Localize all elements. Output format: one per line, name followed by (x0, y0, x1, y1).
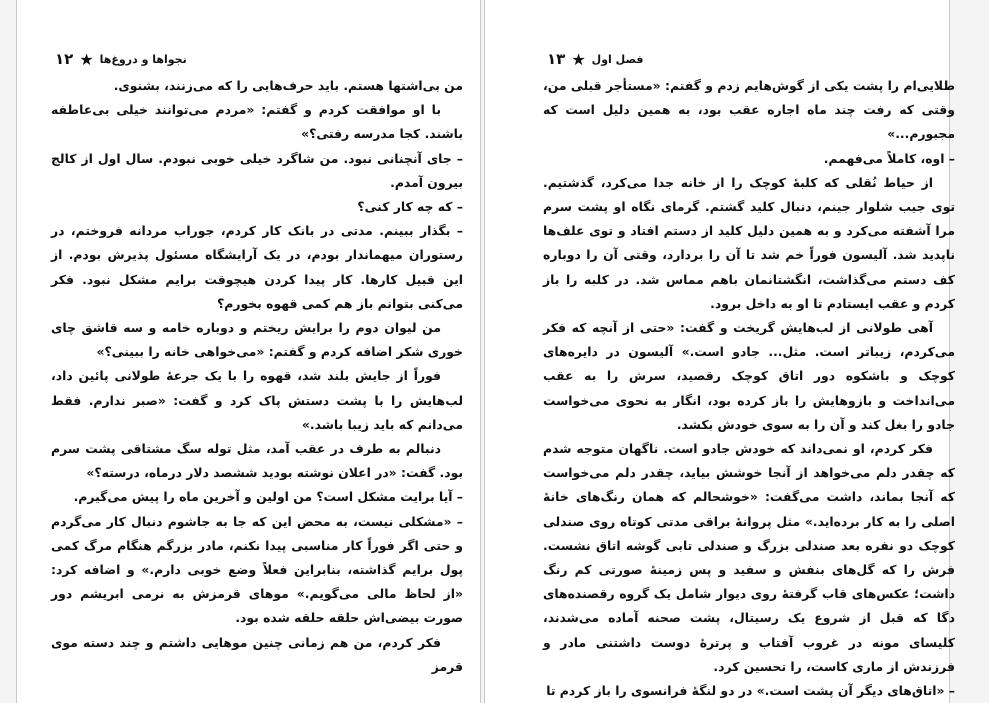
star-icon: ★ (79, 49, 94, 69)
paragraph: – آیا برایت مشکل است؟ من اولین و آخرین ماه را پیش می‌گیرم. (73, 489, 463, 505)
paragraph: – «مشکلی نیست، به محض این که جا به جاشوم دنبال کار می‌گردم و حتی اگر فوراً کار مناسبی پیدا نکنم، مادر بزرگم هنگام مرگ کمی پول برایم گذاشته، بنابراین فعلاً وضع خوبی دارم.» و اضافه کرد: «از لحاظ مالی می‌گویم.» موهای قرمزش به نرمی ابریشم دور صورت بیضی‌اش حلقه حلقه شده بود. (51, 513, 463, 626)
paragraph: – «اتاق‌های دیگر آن پشت است.» در دو لنگهٔ فرانسوی را باز کردم تا (546, 683, 955, 699)
paragraph: با او موافقت کردم و گفتم: «مردم می‌توانند خیلی بی‌عاطفه باشند. کجا مدرسه رفتی؟» (51, 102, 463, 142)
running-title: نجواها و دروغ‌ها (99, 52, 187, 66)
page-number: ۱۲ (55, 50, 74, 68)
page-header (55, 48, 187, 70)
right-page (484, 0, 955, 703)
star-icon: ★ (571, 49, 586, 69)
paragraph: از حیاط نُقلی که کلبهٔ کوچک را از خانه جدا می‌کرد، گذشتیم. توی جیب شلوار جینم، دنبال کلید گشتم. گرمای نگاه او پشت سرم مرا آشفته می‌کرد و به همین دلیل کلید از دستم افتاد و توی علف‌ها ناپدید شد. آلیسون فوراً خم شد تا آن را بردارد، وقتی آن را دوباره کف دستم می‌گذاشت، انگشتانمان باهم مماس شد. در کلبه را باز کردم و عقب ایستادم تا او به داخل برود. (543, 174, 955, 311)
paragraph: من بی‌اشتها هستم. باید حرف‌هایی را که می‌زنند، بشنوی. (113, 78, 463, 93)
paragraph: دنبالم به طرف در عقب آمد، مثل توله سگ مشتاقی پشت سرم بود. گفت: «در اعلان نوشته بودید ششصد دلار درماه، درسته؟» (51, 441, 463, 481)
paragraph: – اوه، کاملاً می‌فهمم. (823, 150, 955, 166)
page-number: ۱۳ (547, 50, 566, 68)
paragraph: – جای آنچنانی نبود. من شاگرد خیلی خوبی نبودم. سال اول از کالج بیرون آمدم. (51, 150, 463, 190)
paragraph: – که چه کار کنی؟ (357, 199, 463, 215)
running-title: فصل اول (591, 52, 644, 66)
page-body (543, 74, 955, 703)
paragraph: من لیوان دوم را برایش ریختم و دوباره خامه و سه قاشق چای خوری شکر اضافه کردم و گفتم: «می‌خواهی خانه را ببینی؟» (51, 320, 463, 360)
paragraph: طلایی‌ام را پشت یکی از گوش‌هایم زدم و گفتم: «مستأجر قبلی من، وقتی که رفت چند ماه اجاره عقب بود، به همین دلیل است که مجبورم...» (543, 78, 955, 142)
paragraph: فکر کردم، او نمی‌داند که خودش جادو است. ناگهان متوجه شدم که چقدر دلم می‌خواهد از آنجا خوشش بیاید، چقدر دلم می‌خواست که آنجا بماند، داشت می‌گفت: «خوشحالم که همان رنگ‌های خانهٔ اصلی را به کار برده‌اید.» مثل پروانهٔ براقی مدتی کوتاه روی صندلی کوچک دو نفره بعد صندلی بزرگ و صندلی تابی گوشه اتاق نشست. فرش را که گل‌های بنفش و سفید و پس زمینهٔ صورتی کم رنگ داشت؛ عکس‌های قاب گرفتهٔ روی دیوار شامل یک گروه رقصنده‌های دگا که قبل از شروع یک رسیتال، پشت صحنه آماده می‌شدند، کلیسای مونه در غروب آفتاب و پرترهٔ دوست داشتنی مادر و فرزندش از ماری کاست، را تحسین کرد. (543, 441, 955, 674)
paragraph: فوراً از جایش بلند شد، قهوه را با یک جرعهٔ طولانی پائین داد، لب‌هایش را با پشت دستش پاک کرد و گفت: «صبر ندارم. فقط می‌دانم که باید زیبا باشد.» (51, 368, 463, 432)
page-header (547, 48, 644, 70)
left-page (16, 0, 481, 703)
paragraph: – بگذار ببینم. مدتی در بانک کار کردم، جوراب مردانه فروختم، در رستوران میهماندار بودم، در یک آرایشگاه مسئول پذیرش بودم. از این قبیل کارها. کار پیدا کردن هیچوقت برایم مشکل نبود. فکر می‌کنی بتوانم باز هم کمی قهوه بخورم؟ (51, 223, 463, 311)
page-body (51, 74, 463, 679)
paragraph: آهی طولانی از لب‌هایش گریخت و گفت: «حتی از آنچه که فکر می‌کردم، زیباتر است. مثل... جادو است.» آلیسون در دایره‌های کوچک و باشکوه دور اتاق کوچک رقصید، سرش را به عقب می‌انداخت و بازوهایش را باز کرده بود، انگار به نحوی می‌خواست جادو را بغل کند و آن را به سوی خودش بکشد. (543, 320, 955, 432)
paragraph: فکر کردم، من هم زمانی چنین موهایی داشتم و چند دسته موی قرمز (51, 634, 463, 674)
